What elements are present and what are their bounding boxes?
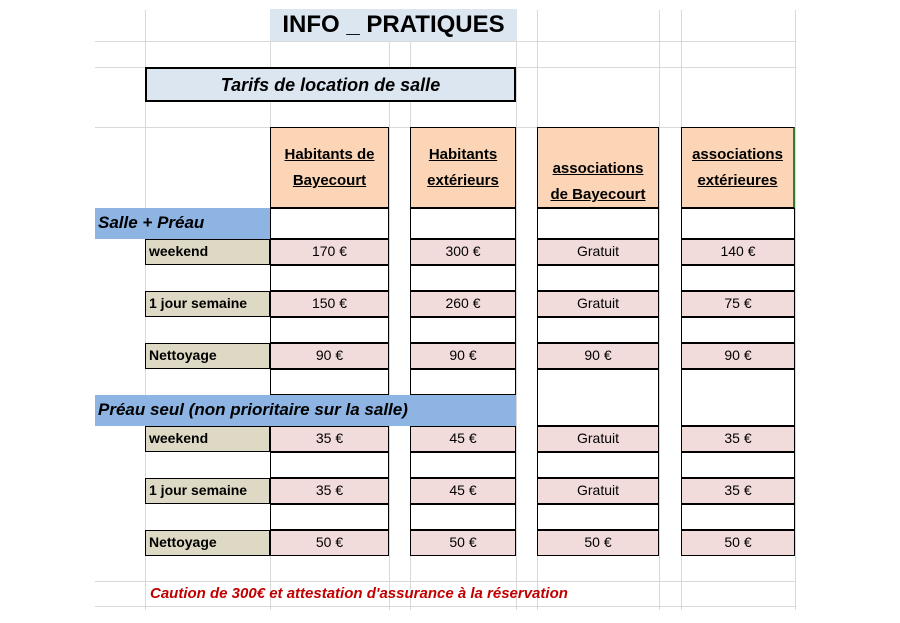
price-cell: 90 € [410, 343, 516, 369]
row-label: weekend [145, 239, 270, 265]
price-cell: 140 € [681, 239, 795, 265]
row-label: weekend [145, 426, 270, 452]
empty-cell [681, 317, 795, 343]
subtitle-box [145, 67, 516, 102]
column-header-line: de Bayecourt [550, 186, 646, 203]
price-cell: 90 € [270, 343, 389, 369]
row-label: 1 jour semaine [145, 478, 270, 504]
price-cell: 35 € [270, 478, 389, 504]
price-cell: 170 € [270, 239, 389, 265]
empty-cell [537, 208, 659, 239]
empty-cell [681, 504, 795, 530]
column-header-line: associations [552, 160, 644, 177]
price-cell: Gratuit [537, 478, 659, 504]
price-cell: 50 € [537, 530, 659, 556]
column-header [410, 127, 516, 208]
empty-cell [537, 504, 659, 530]
column-header-line: extérieurs [427, 172, 499, 189]
empty-cell [270, 265, 389, 291]
price-cell: 90 € [537, 343, 659, 369]
empty-cell [410, 208, 516, 239]
empty-cell [270, 208, 389, 239]
section-title: Salle + Préau [95, 208, 270, 239]
column-header-line: extérieures [697, 172, 778, 189]
empty-cell [410, 317, 516, 343]
empty-cell [681, 265, 795, 291]
price-cell: 50 € [270, 530, 389, 556]
price-cell: 50 € [681, 530, 795, 556]
row-label: Nettoyage [145, 530, 270, 556]
gridline [95, 581, 795, 582]
title-cell [270, 9, 517, 41]
price-cell: 50 € [410, 530, 516, 556]
price-cell: 260 € [410, 291, 516, 317]
gridline [516, 10, 517, 610]
gridline [659, 10, 660, 610]
footnote: Caution de 300€ et attestation d'assurance à la réservation [150, 585, 568, 602]
column-header [681, 127, 795, 208]
column-header [270, 127, 389, 208]
column-header [537, 127, 659, 208]
gridline [95, 606, 795, 607]
column-header-line: Bayecourt [292, 172, 367, 189]
price-cell: 35 € [681, 426, 795, 452]
row-label: 1 jour semaine [145, 291, 270, 317]
empty-cell [270, 369, 389, 395]
empty-cell [537, 452, 659, 478]
page-title: INFO _ PRATIQUES [282, 11, 505, 38]
empty-cell [270, 504, 389, 530]
empty-cell [410, 452, 516, 478]
price-cell: 90 € [681, 343, 795, 369]
empty-cell [537, 369, 659, 426]
empty-cell [537, 265, 659, 291]
price-cell: Gratuit [537, 239, 659, 265]
gridline [95, 41, 795, 42]
empty-cell [270, 452, 389, 478]
column-header-line: Habitants [428, 146, 498, 163]
price-cell: 150 € [270, 291, 389, 317]
price-cell: Gratuit [537, 426, 659, 452]
empty-cell [270, 317, 389, 343]
empty-cell [410, 265, 516, 291]
price-cell: Gratuit [537, 291, 659, 317]
price-cell: 45 € [410, 426, 516, 452]
empty-cell [410, 369, 516, 395]
section-title: Préau seul (non prioritaire sur la salle) [95, 395, 516, 426]
price-cell: 75 € [681, 291, 795, 317]
empty-cell [537, 317, 659, 343]
subtitle: Tarifs de location de salle [220, 75, 441, 95]
row-label: Nettoyage [145, 343, 270, 369]
gridline [795, 10, 796, 610]
price-cell: 35 € [270, 426, 389, 452]
price-cell: 35 € [681, 478, 795, 504]
empty-cell [681, 208, 795, 239]
empty-cell [681, 369, 795, 426]
empty-cell [681, 452, 795, 478]
price-cell: 45 € [410, 478, 516, 504]
price-cell: 300 € [410, 239, 516, 265]
column-header-line: associations [692, 146, 783, 163]
empty-cell [410, 504, 516, 530]
column-header-line: Habitants de [284, 146, 375, 163]
